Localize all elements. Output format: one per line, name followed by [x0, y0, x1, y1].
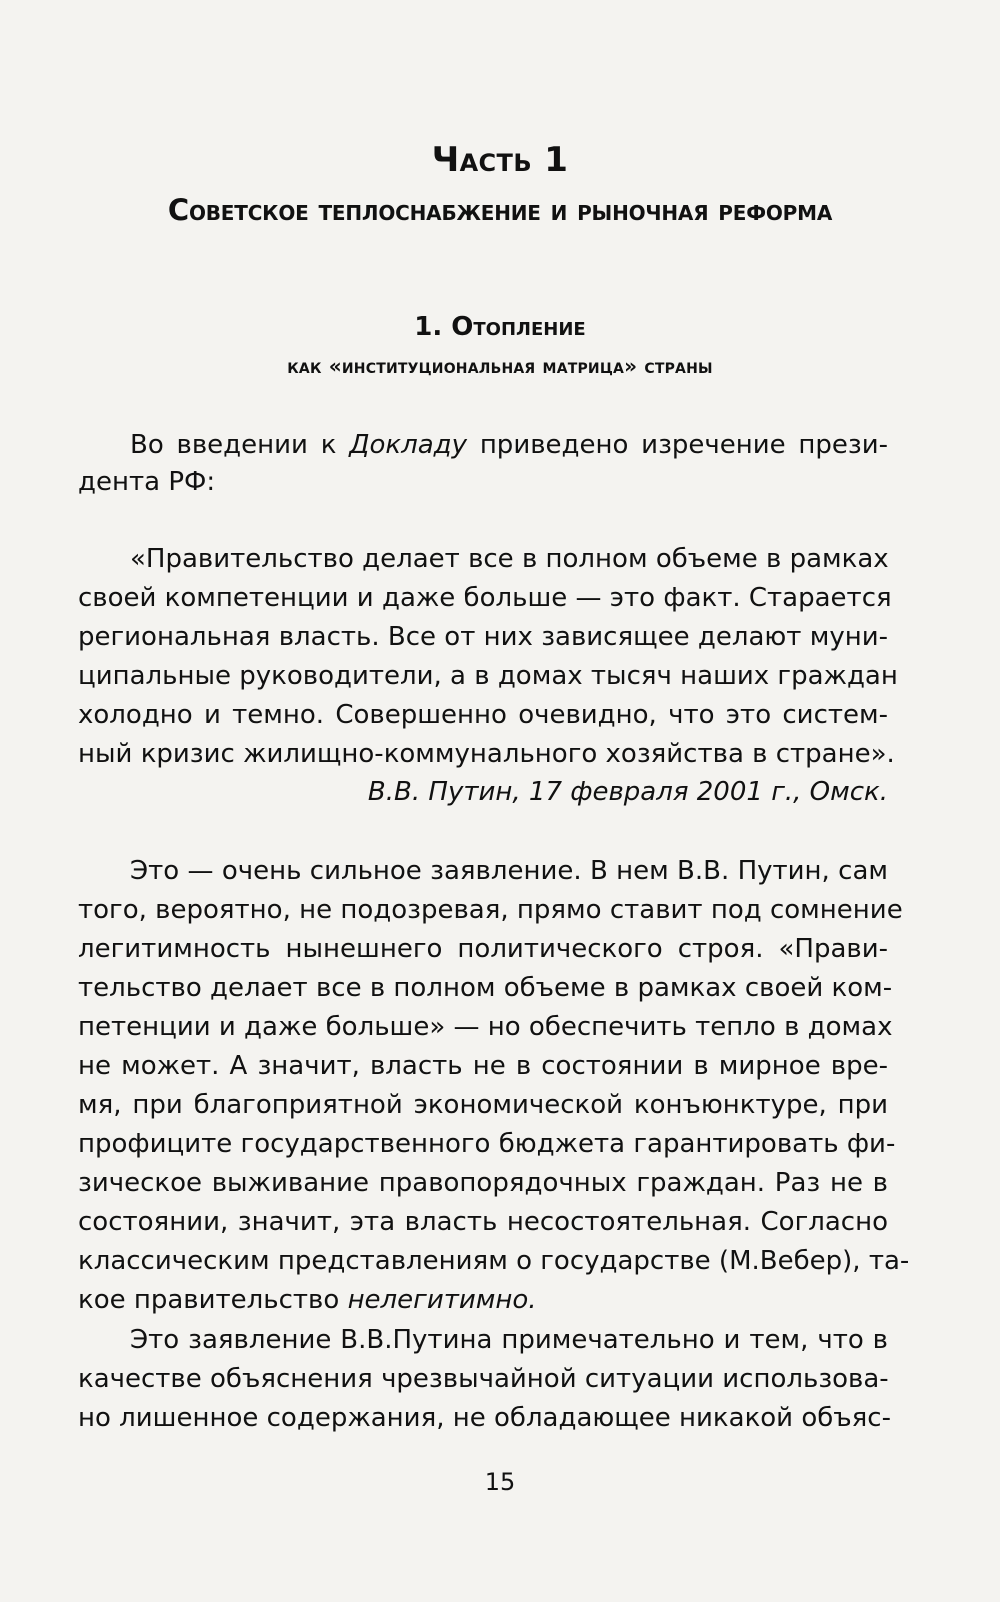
quote-line: «Правительство делает все в полном объеме в рамках	[130, 544, 889, 574]
emphasis-text: Докладу	[349, 430, 468, 460]
paragraph-line: не может. А значит, власть не в состоянии в мирное вре-	[78, 1051, 888, 1081]
paragraph-line: дента РФ:	[78, 467, 216, 497]
page-number: 15	[484, 1468, 516, 1496]
paragraph-line: кое правительство нелегитимно.	[78, 1285, 537, 1315]
quote-line: ный кризис жилищно-коммунального хозяйства в стране».	[78, 739, 895, 769]
paragraph-line: того, вероятно, не подозревая, прямо ставит под сомнение	[78, 895, 903, 925]
quote-line: своей компетенции и даже больше — это факт. Старается	[78, 583, 892, 613]
paragraph-line: но лишенное содержания, не обладающее никакой объяс-	[78, 1403, 891, 1433]
paragraph-line: зическое выживание правопорядочных граждан. Раз не в	[78, 1168, 888, 1198]
paragraph-line: тельство делает все в полном объеме в рамках своей ком-	[78, 973, 893, 1003]
paragraph-line: профиците государственного бюджета гарантировать фи-	[78, 1129, 896, 1159]
paragraph-line: Во введении к Докладу приведено изречение прези-	[130, 430, 889, 460]
paragraph-line: петенции и даже больше» — но обеспечить тепло в домах	[78, 1012, 893, 1042]
part-title: Советское теплоснабжение и рыночная реформа	[167, 193, 833, 227]
part-heading: Часть 1	[431, 140, 569, 180]
quote-line: холодно и темно. Совершенно очевидно, что это систем-	[78, 700, 888, 730]
emphasis-text: нелегитимно.	[347, 1285, 537, 1315]
chapter-heading: 1. Отопление	[414, 312, 586, 342]
quote-line: региональная власть. Все от них зависящее делают муни-	[78, 622, 888, 652]
paragraph-line: мя, при благоприятной экономической конъюнктуре, при	[78, 1090, 888, 1120]
quote-line: ципальные руководители, а в домах тысяч наших граждан	[78, 661, 898, 691]
paragraph-line: Это заявление В.В.Путина примечательно и тем, что в	[130, 1325, 888, 1355]
paragraph-line: состоянии, значит, эта власть несостоятельная. Согласно	[78, 1207, 888, 1237]
paragraph-line: качестве объяснения чрезвычайной ситуации использова-	[78, 1364, 889, 1394]
paragraph-line: Это — очень сильное заявление. В нем В.В. Путин, сам	[130, 856, 888, 886]
paragraph-line: легитимность нынешнего политического строя. «Прави-	[78, 934, 888, 964]
paragraph-line: классическим представлениям о государстве (М.Вебер), та-	[78, 1246, 910, 1276]
chapter-subtitle: как «институциональная матрица» страны	[287, 354, 713, 378]
quote-attribution: В.В. Путин, 17 февраля 2001 г., Омск.	[367, 777, 888, 807]
